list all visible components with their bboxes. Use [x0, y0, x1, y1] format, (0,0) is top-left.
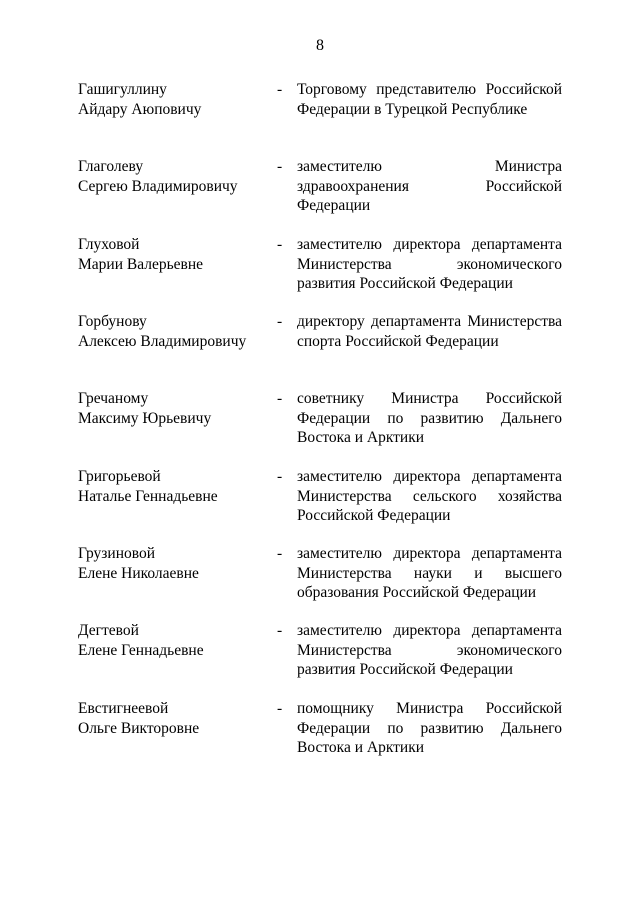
list-item	[0, 157, 640, 217]
person-name	[78, 157, 268, 196]
person-given-names: Елене Николаевне	[78, 564, 199, 582]
person-given-names: Наталье Геннадьевне	[78, 487, 218, 505]
person-name	[78, 80, 268, 119]
page-number: 8	[316, 37, 324, 54]
person-surname: Евстигнеевой	[78, 700, 169, 717]
list-item	[0, 312, 640, 372]
person-position: помощнику Министра Российской Федерации по развитию Дальнего Востока и Арктики	[297, 700, 562, 756]
list-item	[0, 467, 640, 527]
person-surname: Григорьевой	[78, 468, 161, 485]
person-surname: Глаголеву	[78, 158, 144, 175]
person-surname: Гречаному	[78, 390, 149, 407]
person-given-names: Ольге Викторовне	[78, 719, 200, 737]
person-given-names: Айдару Аюповичу	[78, 100, 202, 118]
separator-dash: -	[277, 313, 283, 330]
separator-dash: -	[277, 236, 283, 253]
person-surname: Дегтевой	[78, 622, 139, 639]
person-name	[78, 699, 268, 738]
person-position: заместителю директора департамента Министерства экономического развития Российской Федерации	[297, 236, 562, 292]
separator-dash: -	[277, 158, 283, 175]
list-item	[0, 544, 640, 604]
list-item	[0, 699, 640, 759]
person-name	[78, 467, 268, 506]
person-surname: Горбунову	[78, 313, 147, 330]
person-name	[78, 389, 268, 428]
separator-dash: -	[277, 545, 283, 562]
person-position: заместителю директора департамента Министерства сельского хозяйства Российской Федерации	[297, 468, 562, 524]
separator-dash: -	[277, 700, 283, 717]
person-position: заместителю директора департамента Министерства экономического развития Российской Федерации	[297, 622, 562, 678]
person-given-names: Алексею Владимировичу	[78, 332, 247, 350]
person-surname: Гашигуллину	[78, 81, 167, 98]
person-given-names: Марии Валерьевне	[78, 255, 204, 273]
person-given-names: Елене Геннадьевне	[78, 641, 204, 659]
person-surname: Глуховой	[78, 236, 140, 253]
person-position: Торговому представителю Российской Федерации в Турецкой Республике	[297, 81, 562, 118]
separator-dash: -	[277, 622, 283, 639]
person-name	[78, 544, 268, 583]
person-position: директору департамента Министерства спорта Российской Федерации	[297, 313, 562, 350]
person-surname: Грузиновой	[78, 545, 156, 562]
person-position: заместителю директора департамента Министерства науки и высшего образования Российской Федерации	[297, 545, 562, 601]
separator-dash: -	[277, 468, 283, 485]
person-position: советнику Министра Российской Федерации по развитию Дальнего Востока и Арктики	[297, 390, 562, 446]
person-name	[78, 312, 268, 351]
person-given-names: Максиму Юрьевичу	[78, 409, 212, 427]
separator-dash: -	[277, 390, 283, 407]
person-given-names: Сергею Владимировичу	[78, 177, 238, 195]
separator-dash: -	[277, 81, 283, 98]
person-name	[78, 235, 268, 274]
list-item	[0, 389, 640, 449]
list-item	[0, 621, 640, 681]
person-name	[78, 621, 268, 660]
person-position: заместителю Министра здравоохранения Российской Федерации	[297, 158, 562, 214]
list-item	[0, 80, 640, 140]
list-item	[0, 235, 640, 295]
